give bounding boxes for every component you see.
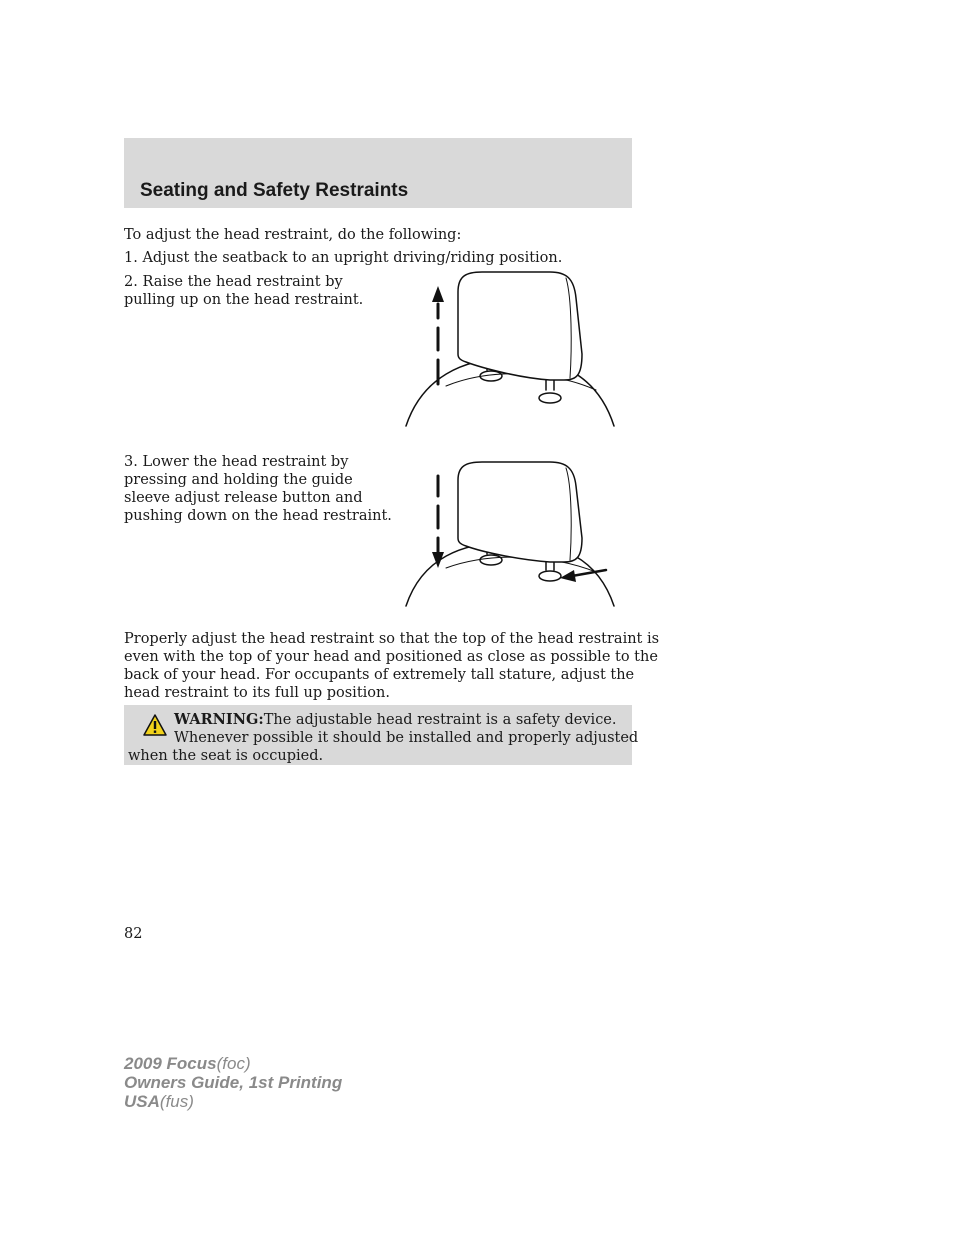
warning-line-3: when the seat is occupied. (128, 748, 324, 764)
step-3-line-3: sleeve adjust release button and (124, 490, 363, 506)
footer-model-code: (foc) (216, 1054, 251, 1073)
proper-line-4: head restraint to its full up position. (124, 685, 390, 701)
warning-box (124, 705, 639, 765)
section-header (124, 138, 632, 208)
warning-line-2: Whenever possible it should be installed and properly adjusted (174, 730, 639, 746)
proper-line-1: Properly adjust the head restraint so that the top of the head restraint is (124, 631, 660, 647)
footer-region-code: (fus) (159, 1092, 194, 1111)
document-footer (124, 1054, 342, 1111)
head-restraint-raise-illustration (400, 268, 622, 430)
step-1-text: 1. Adjust the seatback to an upright driving/riding position. (124, 250, 563, 266)
warning-line-1: The adjustable head restraint is a safety device. (263, 712, 617, 728)
proper-adjust-text (124, 630, 659, 702)
section-title: Seating and Safety Restraints (140, 180, 409, 201)
head-restraint-lower-illustration (400, 458, 622, 610)
warning-text (128, 711, 639, 765)
proper-line-3: back of your head. For occupants of extremely tall stature, adjust the (124, 667, 635, 683)
step-2-line-1: 2. Raise the head restraint by (124, 274, 343, 290)
step-2-line-2: pulling up on the head restraint. (124, 292, 364, 308)
step-3-text (124, 453, 392, 525)
step-3-line-2: pressing and holding the guide (124, 472, 353, 488)
warning-label: WARNING: (174, 711, 264, 728)
intro-text: To adjust the head restraint, do the following: (124, 227, 462, 243)
step-3-line-4: pushing down on the head restraint. (124, 508, 392, 524)
footer-model: 2009 Focus (124, 1054, 217, 1073)
page-number: 82 (124, 926, 143, 942)
step-2-text (124, 273, 363, 309)
footer-region: USA (124, 1092, 160, 1111)
proper-line-2: even with the top of your head and positioned as close as possible to the (124, 649, 658, 665)
step-3-line-1: 3. Lower the head restraint by (124, 454, 349, 470)
footer-guide: Owners Guide, 1st Printing (124, 1073, 343, 1092)
